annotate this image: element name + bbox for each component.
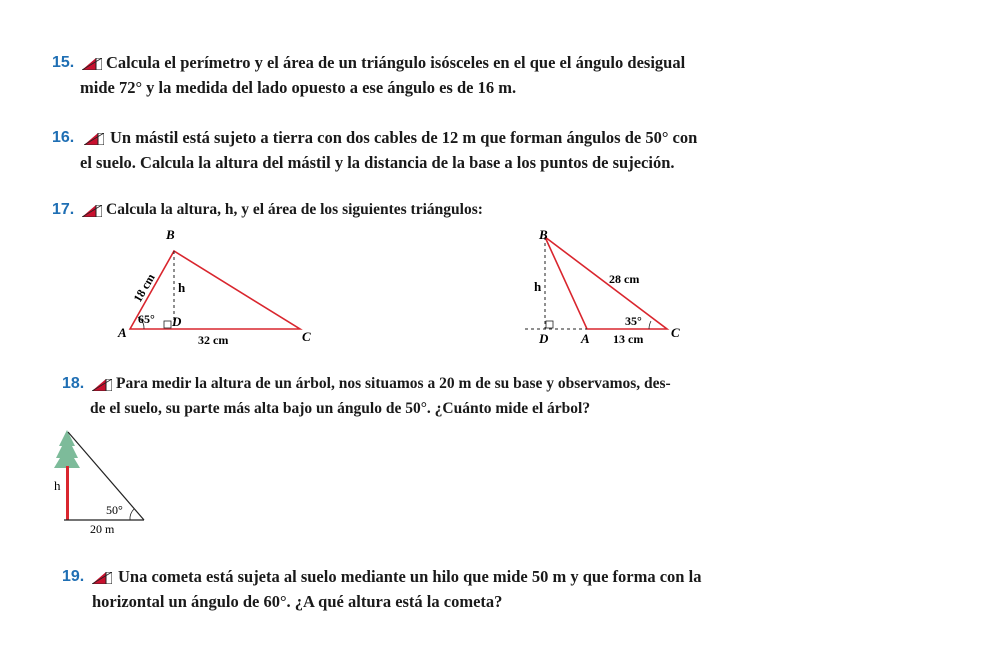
height-label: h (178, 280, 186, 295)
exercise-number: 17. (52, 201, 75, 218)
vertex-label-a: A (581, 331, 590, 346)
angle-arc (649, 321, 651, 329)
difficulty-medium-icon (92, 572, 112, 584)
exercise-text-line: horizontal un ángulo de 60°. ¿A qué altura está la cometa? (92, 592, 503, 611)
exercise-number: 19. (62, 568, 85, 585)
exercise-text-line: el suelo. Calcula la altura del mástil y la distancia de la base a los puntos de sujeción. (80, 153, 675, 172)
tree-figure (50, 428, 160, 538)
side-label: 28 cm (609, 272, 640, 286)
triangle-figure-1 (110, 225, 330, 350)
exercise-19 (62, 565, 822, 615)
exercise-text-line: Un mástil está sujeto a tierra con dos cables de 12 m que forman ángulos de 50° con (110, 128, 698, 147)
exercise-number: 16. (52, 129, 75, 146)
exercise-text-line: mide 72° y la medida del lado opuesto a ese ángulo es de 16 m. (80, 78, 517, 97)
right-angle-mark (546, 321, 553, 328)
exercise-text-line: Calcula la altura, h, y el área de los siguientes triángulos: (106, 201, 483, 218)
exercise-16 (52, 126, 812, 176)
exercise-17 (52, 198, 812, 224)
difficulty-medium-icon (84, 133, 104, 145)
angle-arc (130, 509, 134, 520)
exercise-text-line: Calcula el perímetro y el área de un triángulo isósceles en el que el ángulo desigual (106, 53, 686, 72)
angle-label: 50° (106, 503, 123, 517)
triangle-abc (545, 237, 667, 329)
vertex-label-c: C (302, 329, 311, 344)
exercise-15 (52, 51, 812, 101)
exercise-number: 15. (52, 54, 75, 71)
vertex-label-a: A (118, 325, 127, 340)
tree-icon (54, 430, 80, 468)
vertex-label-b: B (539, 227, 548, 242)
vertex-label-c: C (671, 325, 680, 340)
right-angle-mark (164, 321, 171, 328)
base-label: 13 cm (613, 332, 644, 346)
exercise-18 (62, 372, 822, 422)
triangle-figure-2 (525, 225, 695, 350)
distance-label: 20 m (90, 522, 115, 536)
angle-label: 35° (625, 314, 642, 328)
angle-label: 65° (138, 312, 155, 326)
difficulty-medium-icon (82, 205, 102, 217)
vertex-label-b: B (166, 227, 175, 242)
vertex-label-d: D (539, 331, 549, 346)
exercise-text-line: Una cometa está sujeta al suelo mediante un hilo que mide 50 m y que forma con la (118, 567, 702, 586)
base-label: 32 cm (198, 333, 229, 347)
side-label: 18 cm (130, 271, 158, 305)
height-label: h (534, 279, 542, 294)
exercise-number: 18. (62, 375, 85, 392)
difficulty-medium-icon (82, 58, 102, 70)
tree-trunk (66, 466, 69, 520)
triangle-abc (130, 251, 300, 329)
vertex-label-d: D (172, 314, 182, 329)
height-label: h (54, 478, 61, 493)
exercise-text-line: de el suelo, su parte más alta bajo un ángulo de 50°. ¿Cuánto mide el árbol? (90, 400, 591, 417)
difficulty-medium-icon (92, 379, 112, 391)
exercise-text-line: Para medir la altura de un árbol, nos situamos a 20 m de su base y observamos, des- (116, 375, 671, 392)
